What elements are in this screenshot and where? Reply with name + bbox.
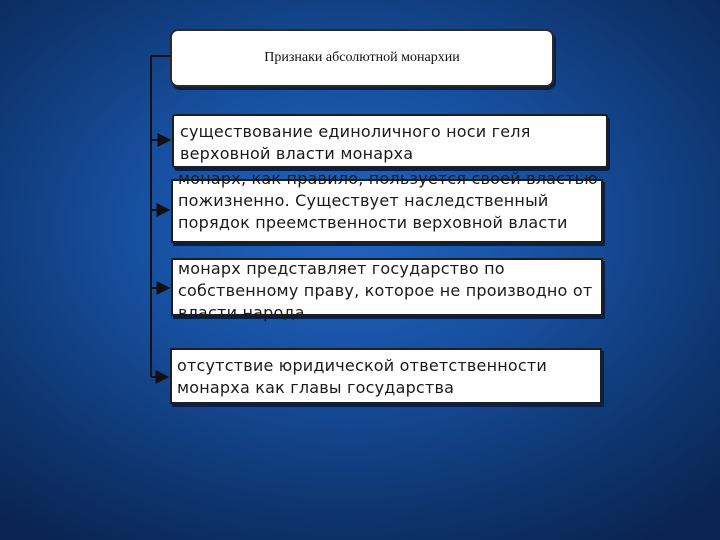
feature-text-2: монарх, как правило, пользуется своей властью пожизненно. Существует наследственный порядок преемственности верховной власти xyxy=(178,169,598,232)
diagram-title: Признаки абсолютной монархии xyxy=(264,50,460,65)
feature-text-4: отсутствие юридической ответственности монарха как главы государства xyxy=(177,356,548,397)
feature-box-4 xyxy=(170,348,602,404)
feature-box-1 xyxy=(172,114,608,168)
title-box xyxy=(170,29,554,87)
feature-box-2 xyxy=(171,169,603,243)
feature-text-1: существование единоличного носи геля верховной власти монарха xyxy=(180,122,531,163)
feature-text-3: монарх представляет государство по собственному праву, которое не производно от власти народа xyxy=(178,259,593,322)
feature-box-3 xyxy=(171,258,603,322)
